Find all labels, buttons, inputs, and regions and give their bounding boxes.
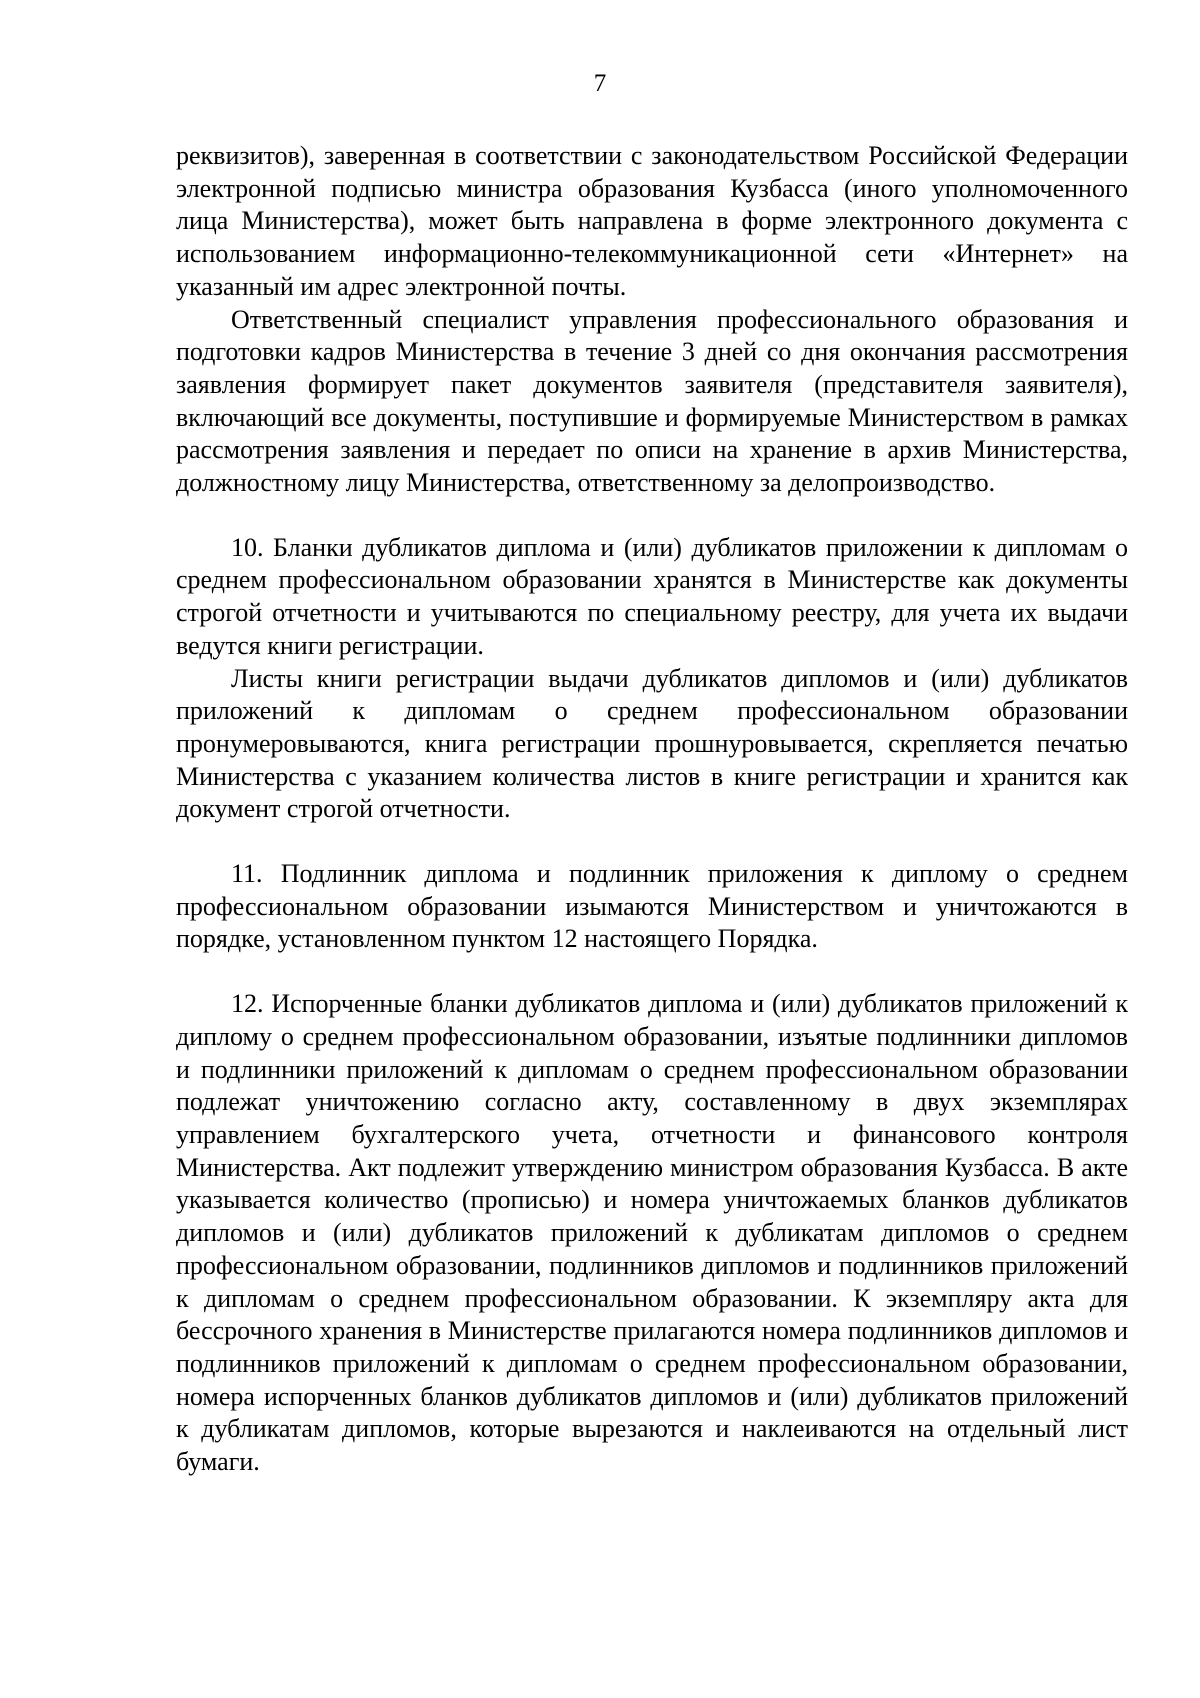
page-number: 7 [593, 70, 607, 97]
paragraph-item-12: 12. Испорченные бланки дубликатов диплома и (или) дубликатов приложений к диплому о среднем профессиональном образовании, изъятые подлинники дипломов и подлинники приложений к дипломам о среднем профессиональном образовании подлежат уничтожению согласно акту, составленному в двух экземплярах управлением бухгалтерского учета, отчетности и финансового контроля Министерства. Акт подлежит утверждению министром образования Кузбасса. В акте указывается количество (прописью) и номера уничтожаемых бланков дубликатов дипломов и (или) дубликатов приложений к дубликатам дипломов о среднем профессиональном образовании, подлинников дипломов и подлинников приложений к дипломам о среднем профессиональном образовании. К экземпляру акта для бессрочного хранения в Министерстве прилагаются номера подлинников дипломов и подлинников приложений к дипломам о среднем профессиональном образовании, номера испорченных бланков дубликатов дипломов и (или) дубликатов приложений к дубликатам дипломов, которые вырезаются и наклеиваются на отдельный лист бумаги. [176, 989, 1128, 1477]
paragraph-item-11: 11. Подлинник диплома и подлинник приложения к диплому о среднем профессиональном образовании изымаются Министерством и уничтожаются в порядке, установленном пунктом 12 настоящего Порядка. [176, 859, 1128, 954]
paragraph-registration-book: Листы книги регистрации выдачи дубликатов дипломов и (или) дубликатов приложений к дипломам о среднем профессиональном образовании пронумеровываются, книга регистрации прошнуровывается, скрепляется печатью Министерства с указанием количества листов в книге регистрации и хранится как документ строгой отчетности. [176, 663, 1128, 824]
paragraph-responsible-specialist: Ответственный специалист управления профессионального образования и подготовки кадров Министерства в течение 3 дней со дня окончания рассмотрения заявления формирует пакет документов заявителя (представителя заявителя), включающий все документы, поступившие и формируемые Министерством в рамках рассмотрения заявления и передает по описи на хранение в архив Министерства, должностному лицу Министерства, ответственному за делопроизводство. [176, 304, 1128, 498]
document-body [176, 140, 1128, 1479]
paragraph-item-10: 10. Бланки дубликатов диплома и (или) дубликатов приложении к дипломам о среднем профессиональном образовании хранятся в Министерстве как документы строгой отчетности и учитываются по специальному реестру, для учета их выдачи ведутся книги регистрации. [176, 532, 1128, 660]
paragraph-continuation: реквизитов), заверенная в соответствии с законодательством Российской Федерации электронной подписью министра образования Кузбасса (иного уполномоченного лица Министерства), может быть направлена в форме электронного документа с использованием информационно-телекоммуникационной сети «Интернет» на указанный им адрес электронной почты. [176, 141, 1128, 301]
